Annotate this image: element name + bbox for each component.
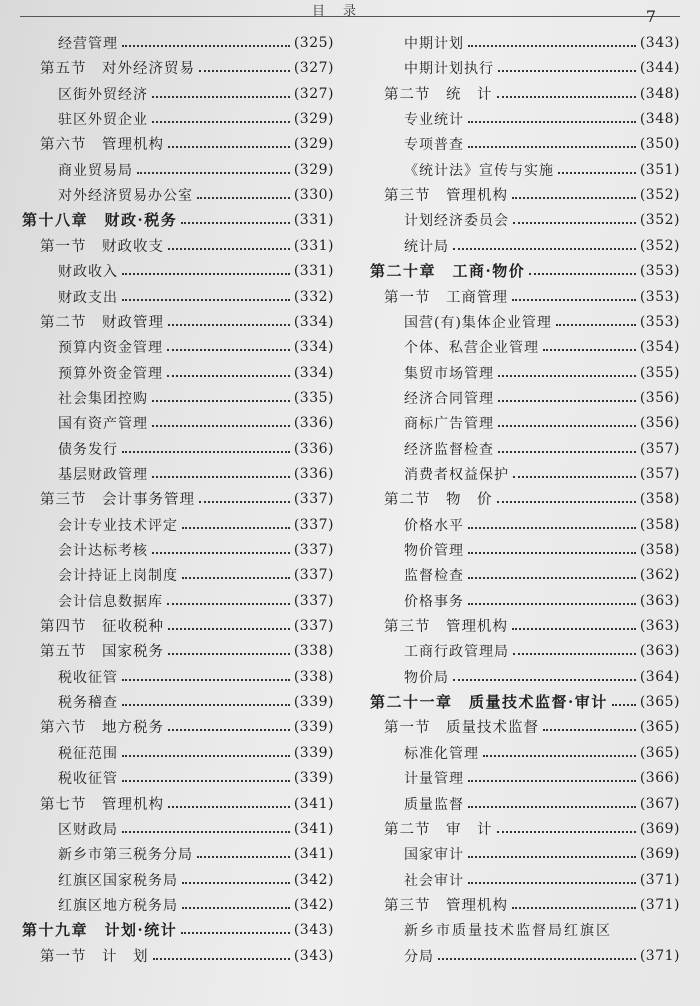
dot-leader — [182, 527, 290, 529]
toc-entry-label: 国有资产管理 — [58, 415, 148, 432]
dot-leader — [512, 197, 636, 199]
dot-leader — [498, 425, 636, 427]
toc-entry-page: (330) — [293, 186, 334, 203]
dot-leader — [497, 831, 636, 833]
toc-entry-label: 第二十章 工商·物价 — [370, 262, 526, 280]
toc-entry-item — [58, 284, 334, 309]
toc-entry-item — [404, 157, 680, 182]
toc-entry-page: (331) — [293, 211, 334, 228]
toc-entry-page: (334) — [293, 338, 334, 355]
toc-entry-label: 第二节 物 价 — [384, 492, 493, 508]
toc-entry-section — [40, 638, 334, 663]
toc-entry-page: (365) — [639, 744, 680, 761]
toc-entry-page: (329) — [293, 161, 334, 178]
dot-leader — [468, 552, 636, 554]
toc-entry-label: 税征范围 — [58, 745, 118, 762]
toc-entry-item — [58, 816, 334, 841]
toc-entry-page: (357) — [639, 440, 680, 457]
toc-entry-label: 红旗区地方税务局 — [58, 897, 178, 914]
toc-entry-label: 价格事务 — [404, 593, 464, 610]
toc-entry-item — [58, 512, 334, 537]
running-title: 目录 — [312, 4, 375, 19]
toc-entry-label: 第五节 对外经济贸易 — [40, 61, 195, 77]
dot-leader — [612, 704, 636, 706]
page-header — [0, 0, 700, 26]
toc-entry-page: (339) — [293, 744, 334, 761]
toc-entry-label: 第三节 管理机构 — [384, 619, 508, 635]
toc-entry-page: (371) — [639, 896, 680, 913]
toc-entry-label: 区街外贸经济 — [58, 86, 148, 103]
toc-entry-page: (351) — [639, 161, 680, 178]
toc-entry-item — [58, 360, 334, 385]
dot-leader — [483, 755, 636, 757]
toc-entry-item — [404, 334, 680, 359]
dot-leader — [167, 375, 290, 377]
dot-leader — [168, 729, 290, 731]
toc-entry-label: 会计持证上岗制度 — [58, 567, 178, 584]
dot-leader — [122, 755, 290, 757]
toc-entry-label: 预算外资金管理 — [58, 365, 163, 382]
toc-entry-label: 第五节 国家税务 — [40, 644, 164, 660]
toc-entry-item — [404, 765, 680, 790]
toc-entry-label: 经营管理 — [58, 35, 118, 52]
toc-entry-label: 会计专业技术评定 — [58, 517, 178, 534]
toc-entry-page: (337) — [293, 592, 334, 609]
toc-entry-label: 第二节 统 计 — [384, 87, 493, 103]
toc-entry-section — [40, 131, 334, 156]
toc-entry-page: (339) — [293, 718, 334, 735]
toc-entry-page: (337) — [293, 541, 334, 558]
dot-leader — [182, 882, 290, 884]
toc-entry-page: (329) — [293, 110, 334, 127]
dot-leader — [168, 628, 290, 630]
toc-entry-label: 第六节 管理机构 — [40, 137, 164, 153]
dot-leader — [152, 476, 290, 478]
toc-entry-page: (352) — [639, 186, 680, 203]
toc-entry-item — [58, 562, 334, 587]
toc-entry-page: (356) — [639, 414, 680, 431]
dot-leader — [468, 856, 636, 858]
toc-entry-label: 会计达标考核 — [58, 542, 148, 559]
toc-entry-page: (327) — [293, 59, 334, 76]
toc-entry-page: (364) — [639, 668, 680, 685]
toc-entry-page: (334) — [293, 364, 334, 381]
toc-entry-page: (339) — [293, 693, 334, 710]
dot-leader — [137, 172, 290, 174]
toc-entry-page: (339) — [293, 769, 334, 786]
toc-entry-label: 新乡市质量技术监督局红旗区 — [404, 922, 612, 939]
dot-leader — [513, 653, 636, 655]
toc-entry-label: 商标广告管理 — [404, 415, 494, 432]
dot-leader — [122, 780, 290, 782]
toc-entry-item — [404, 512, 680, 537]
dot-leader — [468, 806, 636, 808]
toc-entry-item — [58, 157, 334, 182]
toc-entry-section — [384, 284, 680, 309]
toc-entry-label: 质量监督 — [404, 796, 464, 813]
dot-leader — [168, 653, 290, 655]
dot-leader — [529, 273, 636, 275]
toc-entry-label: 基层财政管理 — [58, 466, 148, 483]
dot-leader — [181, 932, 290, 934]
toc-entry-item — [404, 867, 680, 892]
toc-entry-label: 社会审计 — [404, 872, 464, 889]
toc-entry-item — [404, 461, 680, 486]
toc-entry-section — [40, 486, 334, 511]
dot-leader — [199, 501, 290, 503]
toc-entry-page: (336) — [293, 414, 334, 431]
toc-entry-page: (343) — [639, 34, 680, 51]
toc-entry-page: (369) — [639, 820, 680, 837]
dot-leader — [468, 603, 636, 605]
toc-entry-section — [384, 892, 680, 917]
dot-leader — [498, 451, 636, 453]
toc-entry-item — [404, 664, 680, 689]
toc-entry-item — [404, 106, 680, 131]
toc-entry-label: 区财政局 — [58, 821, 118, 838]
toc-entry-item — [404, 562, 680, 587]
dot-leader — [168, 324, 290, 326]
toc-entry-section — [384, 714, 680, 739]
toc-entry-label: 第一节 财政收支 — [40, 239, 164, 255]
toc-entry-page: (336) — [293, 440, 334, 457]
page-number: 7 — [645, 7, 656, 26]
toc-entry-label: 专项普查 — [404, 136, 464, 153]
toc-entry-item — [404, 588, 680, 613]
toc-entry-item — [58, 334, 334, 359]
toc-entry-label: 第三节 管理机构 — [384, 188, 508, 204]
toc-entry-label: 中期计划执行 — [404, 60, 494, 77]
dot-leader — [153, 958, 290, 960]
toc-entry-page: (341) — [293, 820, 334, 837]
toc-entry-label: 对外经济贸易办公室 — [58, 187, 193, 204]
toc-entry-label: 消费者权益保护 — [404, 466, 509, 483]
toc-entry-page: (343) — [293, 947, 334, 964]
toc-entry-item — [404, 943, 680, 968]
toc-entry-page: (335) — [293, 389, 334, 406]
toc-entry-item — [404, 841, 680, 866]
toc-entry-chapter — [370, 258, 680, 283]
toc-entry-page: (365) — [639, 693, 680, 710]
toc-entry-page: (369) — [639, 845, 680, 862]
dot-leader — [468, 121, 636, 123]
dot-leader — [181, 222, 290, 224]
toc-entry-label: 国营(有)集体企业管理 — [404, 314, 552, 331]
toc-entry-page: (355) — [639, 364, 680, 381]
toc-entry-label: 监督检查 — [404, 567, 464, 584]
dot-leader — [498, 70, 636, 72]
toc-entry-page: (354) — [639, 338, 680, 355]
toc-entry-page: (338) — [293, 668, 334, 685]
toc-entry-page: (352) — [639, 211, 680, 228]
toc-entry-item — [404, 436, 680, 461]
toc-entry-label: 第三节 会计事务管理 — [40, 492, 195, 508]
toc-entry-label: 预算内资金管理 — [58, 339, 163, 356]
toc-entry-label: 财政收入 — [58, 263, 118, 280]
toc-entry-page: (350) — [639, 135, 680, 152]
toc-entry-label: 专业统计 — [404, 111, 464, 128]
dot-leader — [182, 577, 290, 579]
toc-entry-chapter — [22, 207, 334, 232]
toc-entry-label: 国家审计 — [404, 846, 464, 863]
toc-entry-label: 税收征管 — [58, 770, 118, 787]
toc-entry-item — [404, 638, 680, 663]
dot-leader — [152, 96, 290, 98]
dot-leader — [122, 704, 290, 706]
toc-entry-section — [40, 714, 334, 739]
dot-leader — [543, 729, 636, 731]
toc-entry-label: 计划经济委员会 — [404, 212, 509, 229]
toc-entry-item — [58, 106, 334, 131]
dot-leader — [468, 882, 636, 884]
toc-entry-item — [58, 436, 334, 461]
dot-leader — [122, 679, 290, 681]
toc-entry-page: (366) — [639, 769, 680, 786]
toc-entry-item — [58, 385, 334, 410]
toc-entry-page: (334) — [293, 313, 334, 330]
toc-entry-item — [58, 867, 334, 892]
toc-entry-item — [58, 664, 334, 689]
toc-entry-chapter — [22, 917, 334, 942]
dot-leader — [122, 299, 290, 301]
toc-entry-item — [404, 360, 680, 385]
toc-entry-page: (331) — [293, 262, 334, 279]
dot-leader — [513, 476, 636, 478]
toc-entry-page: (336) — [293, 465, 334, 482]
toc-entry-page: (348) — [639, 110, 680, 127]
toc-entry-label: 社会集团控购 — [58, 390, 148, 407]
toc-entry-label: 物价局 — [404, 669, 449, 686]
dot-leader — [122, 45, 290, 47]
toc-entry-section — [40, 943, 334, 968]
toc-entry-label: 税务稽查 — [58, 694, 118, 711]
dot-leader — [556, 324, 636, 326]
toc-entry-section — [384, 81, 680, 106]
toc-entry-label: 《统计法》宣传与实施 — [404, 162, 554, 179]
toc-entry-label: 物价管理 — [404, 542, 464, 559]
toc-entry-item — [404, 385, 680, 410]
dot-leader — [513, 222, 636, 224]
toc-entry-section — [40, 233, 334, 258]
toc-entry-section — [384, 182, 680, 207]
toc-entry-page: (353) — [639, 288, 680, 305]
toc-entry-wrap1 — [404, 917, 680, 942]
toc-entry-label: 统计局 — [404, 238, 449, 255]
dot-leader — [167, 349, 290, 351]
dot-leader — [468, 527, 636, 529]
toc-entry-item — [58, 588, 334, 613]
dot-leader — [197, 197, 290, 199]
dot-leader — [468, 780, 636, 782]
dot-leader — [497, 96, 636, 98]
dot-leader — [543, 349, 636, 351]
toc-entry-label: 驻区外贸企业 — [58, 111, 148, 128]
toc-entry-page: (357) — [639, 465, 680, 482]
toc-entry-page: (363) — [639, 642, 680, 659]
toc-entry-page: (337) — [293, 490, 334, 507]
toc-entry-label: 第一节 工商管理 — [384, 290, 508, 306]
toc-entry-page: (337) — [293, 566, 334, 583]
toc-entry-page: (356) — [639, 389, 680, 406]
toc-entry-page: (337) — [293, 617, 334, 634]
toc-entry-item — [58, 841, 334, 866]
toc-entry-item — [404, 740, 680, 765]
toc-entry-label: 商业贸易局 — [58, 162, 133, 179]
toc-entry-item — [404, 791, 680, 816]
toc-entry-page: (325) — [293, 34, 334, 51]
dot-leader — [199, 70, 290, 72]
toc-entry-page: (331) — [293, 237, 334, 254]
toc-entry-label: 标准化管理 — [404, 745, 479, 762]
dot-leader — [182, 907, 290, 909]
toc-entry-item — [58, 689, 334, 714]
toc-entry-page: (352) — [639, 237, 680, 254]
toc-entry-item — [58, 537, 334, 562]
toc-entry-page: (362) — [639, 566, 680, 583]
toc-entry-label: 经济合同管理 — [404, 390, 494, 407]
toc-entry-page: (329) — [293, 135, 334, 152]
toc-entry-label: 会计信息数据库 — [58, 593, 163, 610]
toc-entry-label: 经济监督检查 — [404, 441, 494, 458]
toc-entry-label: 分局 — [404, 948, 434, 965]
toc-entry-page: (342) — [293, 896, 334, 913]
toc-entry-label: 第二节 财政管理 — [40, 315, 164, 331]
toc-entry-section — [384, 486, 680, 511]
toc-entry-item — [404, 55, 680, 80]
toc-entry-page: (344) — [639, 59, 680, 76]
toc-entry-page: (353) — [639, 262, 680, 279]
toc-entry-label: 价格水平 — [404, 517, 464, 534]
dot-leader — [512, 628, 636, 630]
toc-entry-label: 财政支出 — [58, 289, 118, 306]
dot-leader — [512, 299, 636, 301]
toc-entry-page: (341) — [293, 845, 334, 862]
toc-entry-item — [58, 461, 334, 486]
dot-leader — [497, 501, 636, 503]
toc-entry-label: 第六节 地方税务 — [40, 720, 164, 736]
dot-leader — [468, 577, 636, 579]
dot-leader — [152, 425, 290, 427]
dot-leader — [512, 907, 636, 909]
dot-leader — [558, 172, 636, 174]
toc-entry-section — [40, 55, 334, 80]
toc-entry-page: (365) — [639, 718, 680, 735]
toc-entry-item — [58, 81, 334, 106]
toc-entry-label: 第十八章 财政·税务 — [22, 211, 178, 229]
toc-entry-page: (343) — [293, 921, 334, 938]
toc-entry-page: (367) — [639, 795, 680, 812]
toc-entry-label: 第二节 审 计 — [384, 822, 493, 838]
toc-entry-section — [40, 309, 334, 334]
toc-entry-page: (371) — [639, 871, 680, 888]
dot-leader — [122, 831, 290, 833]
toc-entry-item — [58, 892, 334, 917]
toc-entry-item — [58, 182, 334, 207]
toc-entry-label: 集贸市场管理 — [404, 365, 494, 382]
toc-entry-page: (342) — [293, 871, 334, 888]
dot-leader — [122, 451, 290, 453]
toc-entry-label: 新乡市第三税务分局 — [58, 846, 193, 863]
toc-entry-label: 税收征管 — [58, 669, 118, 686]
toc-entry-label: 计量管理 — [404, 770, 464, 787]
toc-entry-label: 第七节 管理机构 — [40, 797, 164, 813]
dot-leader — [438, 958, 636, 960]
toc-entry-page: (327) — [293, 85, 334, 102]
toc-entry-chapter — [370, 689, 680, 714]
toc-entry-page: (337) — [293, 516, 334, 533]
toc-entry-item — [404, 233, 680, 258]
dot-leader — [197, 856, 290, 858]
toc-entry-item — [404, 537, 680, 562]
toc-entry-page: (341) — [293, 795, 334, 812]
toc-entry-label: 第一节 质量技术监督 — [384, 720, 539, 736]
toc-entry-label: 债务发行 — [58, 441, 118, 458]
toc-entry-label: 第四节 征收税种 — [40, 619, 164, 635]
toc-entry-item — [404, 30, 680, 55]
toc-entry-page: (371) — [639, 947, 680, 964]
dot-leader — [168, 146, 290, 148]
toc-entry-label: 第三节 管理机构 — [384, 898, 508, 914]
dot-leader — [168, 806, 290, 808]
toc-entry-page: (348) — [639, 85, 680, 102]
toc-entry-section — [40, 613, 334, 638]
toc-entry-label: 工商行政管理局 — [404, 643, 509, 660]
toc-entry-page: (363) — [639, 617, 680, 634]
toc-entry-section — [384, 613, 680, 638]
toc-entry-item — [58, 30, 334, 55]
dot-leader — [468, 146, 636, 148]
toc-entry-item — [58, 765, 334, 790]
toc-entry-label: 个体、私营企业管理 — [404, 339, 539, 356]
toc-entry-page: (363) — [639, 592, 680, 609]
dot-leader — [453, 679, 636, 681]
toc-entry-label: 第二十一章 质量技术监督·审计 — [370, 693, 608, 711]
toc-entry-page: (338) — [293, 642, 334, 659]
toc-entry-section — [384, 816, 680, 841]
dot-leader — [498, 375, 636, 377]
toc-entry-item — [58, 410, 334, 435]
dot-leader — [152, 400, 290, 402]
dot-leader — [168, 248, 290, 250]
dot-leader — [152, 552, 290, 554]
dot-leader — [468, 45, 636, 47]
toc-entry-label: 中期计划 — [404, 35, 464, 52]
toc-entry-section — [40, 791, 334, 816]
toc-entry-label: 第一节 计 划 — [40, 949, 149, 965]
toc-entry-item — [404, 207, 680, 232]
dot-leader — [453, 248, 636, 250]
dot-leader — [498, 400, 636, 402]
toc-entry-label: 红旗区国家税务局 — [58, 872, 178, 889]
toc-entry-item — [58, 258, 334, 283]
dot-leader — [122, 273, 290, 275]
toc-entry-item — [404, 410, 680, 435]
toc-entry-page: (358) — [639, 516, 680, 533]
dot-leader — [167, 603, 290, 605]
toc-entry-item — [58, 740, 334, 765]
toc-entry-page: (332) — [293, 288, 334, 305]
toc-entry-label: 第十九章 计划·统计 — [22, 921, 178, 939]
toc-entry-page: (358) — [639, 541, 680, 558]
toc-entry-page: (353) — [639, 313, 680, 330]
dot-leader — [152, 121, 290, 123]
toc-entry-item — [404, 131, 680, 156]
toc-entry-page: (358) — [639, 490, 680, 507]
toc-entry-item — [404, 309, 680, 334]
